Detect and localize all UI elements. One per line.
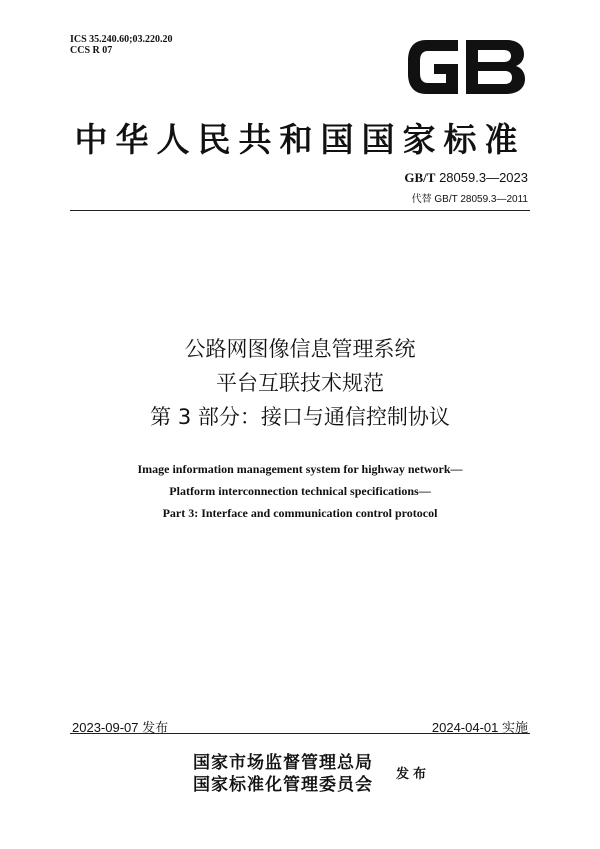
issue-date: 2023-09-07 发布 [72,720,169,735]
ccs-code: CCS R 07 [70,45,113,56]
english-title-line-2: Platform interconnection technical specifications— [169,484,431,498]
issuer-sac: 国家标准化管理委员会 [193,775,373,795]
english-title-line-3: Part 3: Interface and communication control protocol [162,506,438,520]
english-title-line-1: Image information management system for highway network— [137,462,463,476]
issuer-samr: 国家市场监督管理总局 [193,753,373,773]
ics-code: ICS 35.240.60;03.220.20 [70,34,173,45]
implementation-date: 2024-04-01 实施 [431,720,528,735]
chinese-title-line-3: 第 3 部分：接口与通信控制协议 [150,405,450,429]
english-title [0,458,600,524]
standard-code-number: 28059.3—2023 [439,170,528,185]
gb-logo-mark [408,40,525,94]
publish-label: 发布 [396,767,431,782]
chinese-title-line-2: 平台互联技术规范 [216,371,384,395]
standard-code-prefix: GB/T [404,170,436,185]
standard-code [404,170,528,186]
chinese-title-line-1: 公路网图像信息管理系统 [184,337,416,361]
gb-logo [404,34,528,100]
classification-codes [70,34,173,56]
national-standard-title: 中华人民共和国国家标准 [74,120,526,159]
bottom-divider [70,733,530,734]
chinese-title [0,332,600,434]
issuing-authorities [193,752,373,796]
replaces-note: 代替 GB/T 28059.3—2011 [411,194,528,205]
top-divider [70,210,530,211]
